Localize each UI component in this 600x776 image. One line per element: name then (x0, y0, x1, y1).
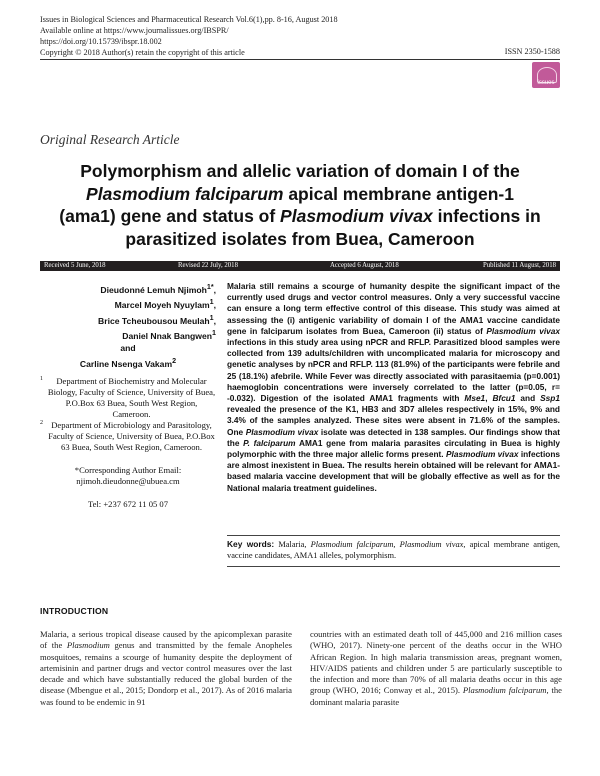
corresponding-author (40, 465, 216, 487)
affiliation-1-sup: 1 (40, 376, 43, 383)
abstract-part-6: infections are almost inexistent in Buea. The results herein obtained will be relevant for AMA1-based malaria vaccine development that will be globally effective as well as for the National malaria treatment guidelines. (227, 449, 560, 493)
published-date: Published 11 August, 2018 (482, 262, 556, 269)
header-divider (40, 59, 560, 60)
introduction-heading: INTRODUCTION (40, 606, 109, 616)
abstract (227, 281, 560, 494)
title-line-3-b: infections in (432, 206, 541, 226)
affiliation-2 (40, 420, 216, 453)
title-line-3 (40, 205, 560, 228)
author-5-sup: 2 (172, 356, 177, 365)
revised-date: Revised 22 July, 2018 (178, 262, 238, 269)
author-5 (40, 355, 216, 370)
intro-left-genus: Plasmodium (66, 640, 110, 651)
affiliation-2-sup: 2 (40, 420, 43, 427)
abstract-species-2: Plasmodium vivax (245, 426, 319, 437)
abstract-sep-2: and (515, 393, 541, 404)
abstract-part-5: AMA1 gene from malaria parasites circulating in Buea is highly polymorphic with the three major allelic forms present. (227, 437, 560, 460)
article-title (40, 160, 560, 250)
author-2-name: Marcel Moyeh Nyuylam (114, 300, 210, 311)
corresponding-email[interactable]: njimoh.dieudonne@ubuea.cm (76, 476, 180, 487)
logo-text: issues (537, 80, 555, 86)
title-line-2-rest: apical membrane antigen-1 (283, 183, 514, 204)
affiliation-1 (40, 376, 216, 420)
affiliation-1-text: Department of Biochemistry and Molecular Biology, Faculty of Science, University of Buea, P.O.Box 63 Buea, South West Region, Cameroon. (47, 376, 216, 420)
title-species-2: Plasmodium vivax (280, 206, 433, 226)
accepted-date: Accepted 6 August, 2018 (330, 262, 399, 269)
author-1-name: Dieudonné Lemuh Njimoh (100, 284, 207, 295)
keywords-part-2: , (393, 540, 400, 549)
author-list (40, 281, 216, 370)
keywords-part-1: Malaria, (274, 540, 311, 549)
abstract-part-4: isolate was detected in 138 samples. Our findings show that the (227, 426, 560, 448)
abstract-enzyme-2: Bfcu1 (492, 393, 516, 404)
author-2: Marcel Moyeh Nyuylam$^1$, (114, 298, 216, 311)
title-species-1: Plasmodium falciparum (86, 183, 284, 204)
intro-column-left (40, 629, 292, 708)
title-line-3-a: (ama1) gene and status of (59, 206, 281, 226)
copyright-notice: Copyright © 2018 Author(s) retain the copyright of this article (40, 48, 245, 57)
keywords-part-3: , apical membrane antigen, vaccine candidates, AMA1 alleles, polymorphism. (227, 540, 560, 560)
received-date: Received 5 June, 2018 (44, 262, 106, 269)
affiliations (40, 376, 216, 453)
intro-right-part-1: countries with an estimated death toll of 445,000 and 216 million cases (WHO, 2017). Ninety-one percent of the deaths occur in the WHO African Region. In high malaria transmission areas, pregnant women, HIV/AIDS patients and children under 5 are particularly susceptible to the infection and more than 70% of all malaria deaths occur in this age group (WHO, 2016; Conway et al., 2015). (310, 629, 562, 696)
author-4-name: Daniel Nnak Bangwen (122, 330, 213, 341)
author-5-name: Carline Nsenga Vakam (79, 358, 173, 369)
title-line-2 (40, 183, 560, 206)
dates-bar (40, 261, 560, 271)
author-panel (40, 281, 216, 510)
journal-logo (532, 62, 560, 88)
intro-right-species: Plasmodium falciparum (462, 685, 547, 696)
abstract-species-3: P. falciparum (243, 437, 296, 448)
intro-left-part-2: genus and transmitted by the female Anopheles mosquitoes, remains a scourge of humanity despite the deployment of artemisinin and partner drugs and vector control measures over the last decade and which have substantially reduced the global burden of the disease (Mbengue et al., 2015; Dondorp et al., 2017). As of 2016 malaria was found to be endemic in 91 (40, 640, 292, 707)
title-line-1: Polymorphism and allelic variation of domain I of the (80, 161, 520, 181)
keywords-top-rule (227, 535, 560, 536)
intro-right-part-2: , the dominant malaria parasite (310, 685, 562, 707)
author-and: and (120, 343, 136, 354)
abstract-part-3: revealed the presence of the K1, HB3 and 3D7 alleles respectively in 15%, 9% and 3.4% of the samples analyzed. These sites were absent in 71.6% of the samples. One (227, 404, 560, 437)
abstract-part-2: infections in this study area using nPCR and RFLP. Parasitized blood samples were collected from 139 adults/children with uncomplicated malaria for microscopy and genetic analyses by nPCR and RFLP. 113 (81.9%) of the participants were febrile and 25 (18.1%) afebrile. While Fever was directly associated with parasitaemia (p=0.001) haemoglobin concentrations were inversely correlated to the latter (p=0.05, r= -0.032). Digestion of the isolated AMA1 fragments with (227, 337, 560, 404)
abstract-sep-1: , (485, 393, 493, 404)
doi-link[interactable]: https://doi.org/10.15739/ibspr.18.002 (40, 37, 162, 46)
keyword-species-2: Plasmodium vivax (399, 540, 464, 549)
journal-citation: Issues in Biological Sciences and Pharmaceutical Research Vol.6(1),pp. 8-16, August 2018 (40, 15, 338, 24)
article-type: Original Research Article (40, 132, 180, 147)
keywords-label: Key words: (227, 539, 275, 549)
journal-header (40, 14, 560, 58)
title-line-4: parasitized isolates from Buea, Cameroon (125, 228, 475, 249)
abstract-part-1: Malaria still remains a scourge of humanity despite the significant impact of the currently used drugs and vector control measures. Only a very successful vaccine can ensure a long term effective control of this disease. This study was aimed at assessing the (i) antigenic variability of domain I of the AMA1 vaccine candidate gene in falciparum isolates from Buea, Cameroon (ii) status of (227, 281, 560, 336)
intro-left-part-1: Malaria, a serious tropical disease caused by the apicomplexan parasite of the (40, 629, 292, 651)
issn: ISSN 2350-1588 (504, 47, 560, 56)
author-3: Brice Tcheubousou Meulah$^1$, (98, 313, 216, 326)
author-1: Dieudonné Lemuh Njimoh$^{1*}$, (100, 283, 216, 295)
intro-column-right (310, 629, 562, 708)
abstract-enzyme-1: Mse1 (464, 393, 486, 404)
corresponding-tel: Tel: +237 672 11 05 07 (87, 499, 169, 510)
affiliation-2-text: Department of Microbiology and Parasitology, Faculty of Science, University of Buea, P.O.Box 63 Buea, South West Region, Cameroon. (48, 420, 215, 453)
author-3-name: Brice Tcheubousou Meulah (98, 315, 210, 326)
keyword-species-1: Plasmodium falciparum (310, 540, 394, 549)
keywords-bottom-rule (227, 566, 560, 567)
author-4 (40, 327, 216, 342)
keywords (227, 539, 560, 561)
abstract-species-1: Plasmodium vivax (486, 325, 560, 336)
journal-url[interactable]: Available online at https://www.journalissues.org/IBSPR/ (40, 26, 229, 35)
author-2-sup: 1 (209, 298, 214, 307)
corresponding-label: *Corresponding Author Email: (74, 465, 182, 476)
author-3-sup: 1 (209, 313, 214, 322)
author-1-sup: 1* (206, 283, 214, 291)
abstract-enzyme-3: Ssp1 (540, 393, 560, 404)
author-4-sup: 1 (212, 329, 216, 338)
abstract-species-4: Plasmodium vivax (445, 449, 519, 460)
